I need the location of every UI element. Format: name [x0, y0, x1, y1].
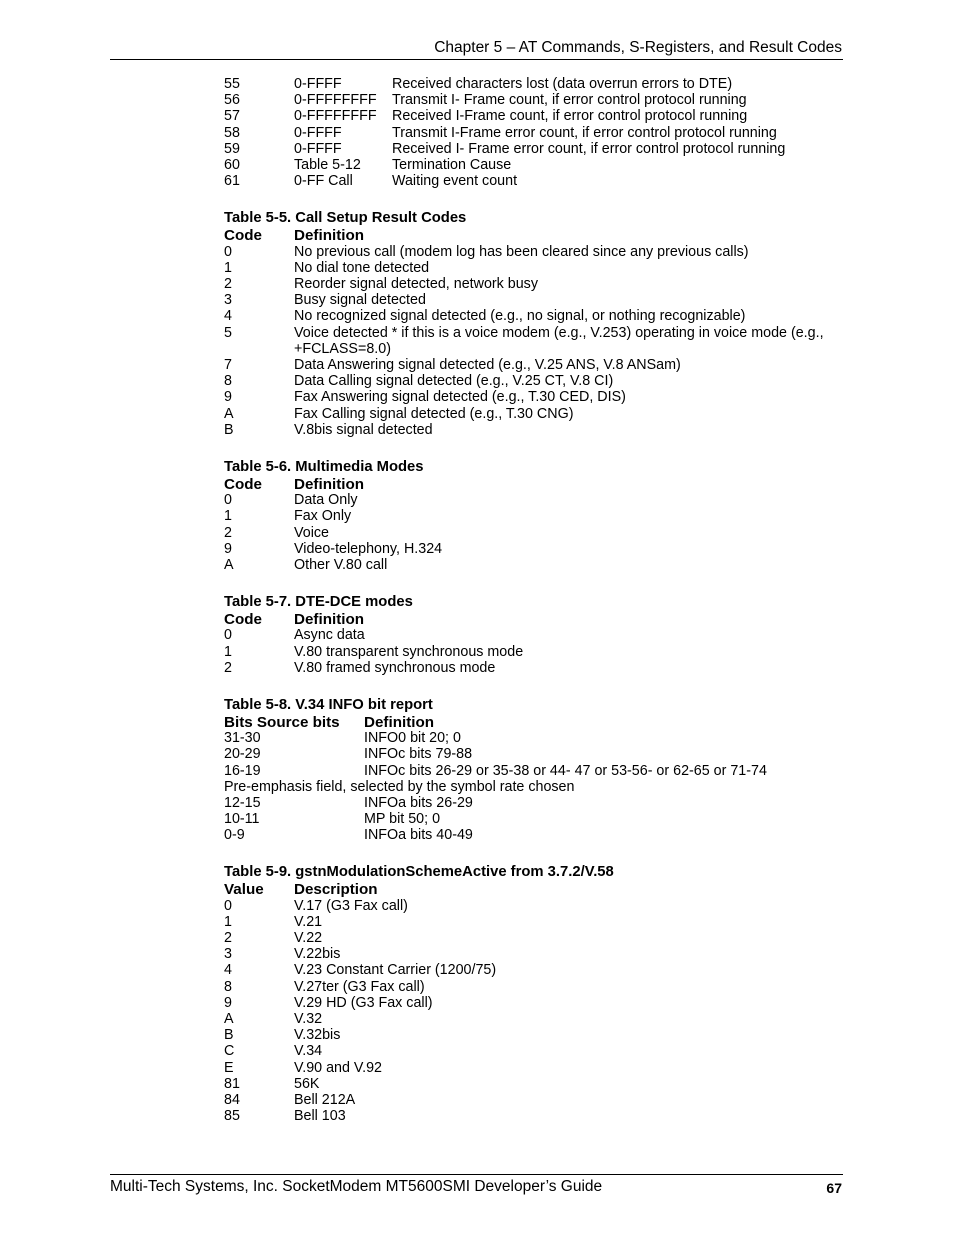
definition-cell: V.8bis signal detected: [294, 421, 433, 438]
definition-cell: V.29 HD (G3 Fax call): [294, 994, 433, 1011]
column-header-definition: Definition: [364, 713, 435, 731]
page-header: [110, 38, 843, 60]
definition-cell: Video-telephony, H.324: [294, 540, 443, 557]
table-row: [224, 763, 824, 779]
column-headers: [224, 476, 824, 492]
table-row: [224, 76, 824, 92]
code-cell: A: [224, 1011, 234, 1028]
register-number: 60: [224, 156, 240, 173]
table-5-5: [224, 209, 824, 438]
definition-cell: INFOa bits 40-49: [364, 827, 473, 844]
definition-cell: MP bit 50; 0: [364, 811, 441, 828]
table-row: [224, 557, 824, 573]
table-body: [224, 730, 824, 843]
table-row: [224, 1076, 824, 1092]
definition-cell: V.17 (G3 Fax call): [294, 897, 408, 914]
code-cell: 2: [224, 275, 232, 292]
code-cell: 81: [224, 1075, 240, 1092]
table-5-8: [224, 696, 824, 844]
register-description: Transmit I- Frame count, if error control protocol running: [392, 92, 747, 109]
table-row: [224, 244, 824, 260]
code-cell: 1: [224, 913, 232, 930]
code-cell: 9: [224, 540, 232, 557]
bits-cell: 20-29: [224, 746, 261, 763]
code-cell: 85: [224, 1108, 240, 1125]
chapter-title: Chapter 5 – AT Commands, S-Registers, and Result Codes: [434, 39, 842, 56]
table-row: [224, 1108, 824, 1124]
table-row: [224, 979, 824, 995]
code-cell: 1: [224, 508, 232, 525]
definition-cell: Reorder signal detected, network busy: [294, 275, 538, 292]
column-header-code: Code: [224, 611, 262, 629]
table-row: [224, 325, 824, 357]
bits-cell: 16-19: [224, 762, 261, 779]
register-range: 0-FFFF: [294, 140, 342, 157]
definition-cell: 56K: [294, 1075, 320, 1092]
bits-cell: 12-15: [224, 794, 261, 811]
table-body: [224, 627, 824, 676]
table-row: [224, 962, 824, 978]
code-cell: 84: [224, 1092, 240, 1109]
definition-cell: No previous call (modem log has been cleared since any previous calls): [294, 243, 749, 260]
definition-cell: No dial tone detected: [294, 259, 430, 276]
code-cell: 8: [224, 373, 232, 390]
register-range: 0-FFFF: [294, 76, 342, 92]
table-title: Table 5-6. Multimedia Modes: [224, 458, 424, 475]
definition-cell: Async data: [294, 627, 365, 644]
code-cell: 9: [224, 389, 232, 406]
table-row: [224, 92, 824, 108]
table-row: [224, 946, 824, 962]
register-range: 0-FFFFFFFF: [294, 92, 377, 109]
definition-cell: INFOa bits 26-29: [364, 794, 473, 811]
page-number: 67: [826, 1180, 842, 1196]
table-title: Table 5-9. gstnModulationSchemeActive from 3.7.2/V.58: [224, 864, 614, 881]
table-row: [224, 898, 824, 914]
table-row: [224, 492, 824, 508]
column-headers: [224, 611, 824, 627]
bits-cell: 0-9: [224, 827, 245, 844]
table-row: [224, 627, 824, 643]
code-cell: C: [224, 1043, 235, 1060]
register-description: Received I- Frame error count, if error control protocol running: [392, 140, 786, 157]
column-headers: [224, 881, 824, 897]
table-row: [224, 541, 824, 557]
table-row: [224, 914, 824, 930]
register-description: Waiting event count: [392, 173, 518, 190]
definition-cell: V.34: [294, 1043, 323, 1060]
register-range: 0-FFFFFFFF: [294, 108, 377, 125]
register-description: Termination Cause: [392, 156, 512, 173]
code-cell: 4: [224, 308, 232, 325]
definition-cell: V.90 and V.92: [294, 1059, 382, 1076]
table-row: [224, 1027, 824, 1043]
table-row: [224, 660, 824, 676]
table-row: [224, 406, 824, 422]
page-footer: [110, 1174, 843, 1205]
code-cell: 7: [224, 356, 232, 373]
code-cell: 0: [224, 897, 232, 914]
definition-cell: Voice: [294, 524, 329, 541]
table-row: [224, 389, 824, 405]
code-cell: 2: [224, 659, 232, 676]
table-5-9: [224, 863, 824, 1124]
table-row: [224, 811, 824, 827]
code-cell: B: [224, 421, 234, 438]
register-description: Transmit I-Frame error count, if error control protocol running: [392, 124, 777, 141]
column-header-definition: Definition: [294, 227, 365, 245]
definition-cell: Data Calling signal detected (e.g., V.25 CT, V.8 CI): [294, 373, 614, 390]
register-range: Table 5-12: [294, 156, 361, 173]
table-row: [224, 141, 824, 157]
column-header-definition: Definition: [294, 475, 365, 493]
register-number: 55: [224, 76, 240, 92]
table-row: [224, 1011, 824, 1027]
definition-cell: Data Only: [294, 492, 358, 509]
definition-cell: V.32: [294, 1011, 323, 1028]
code-cell: 0: [224, 492, 232, 509]
footer-title: Multi-Tech Systems, Inc. SocketModem MT5600SMI Developer’s Guide: [110, 1178, 603, 1195]
code-cell: 4: [224, 962, 232, 979]
register-range: 0-FF Call: [294, 173, 353, 190]
code-cell: 5: [224, 324, 232, 341]
definition-cell: No recognized signal detected (e.g., no signal, or nothing recognizable): [294, 308, 746, 325]
code-cell: 8: [224, 978, 232, 995]
column-header-code: Code: [224, 475, 262, 493]
table-row: [224, 525, 824, 541]
bits-cell: 10-11: [224, 811, 260, 828]
table-row: [224, 276, 824, 292]
definition-cell: Data Answering signal detected (e.g., V.25 ANS, V.8 ANSam): [294, 356, 681, 373]
code-cell: 2: [224, 930, 232, 947]
definition-cell: Fax Only: [294, 508, 352, 525]
table-row: [224, 422, 824, 438]
table-row: [224, 308, 824, 324]
table-5-7: [224, 593, 824, 676]
table-row: [224, 292, 824, 308]
code-cell: 3: [224, 946, 232, 963]
register-number: 57: [224, 108, 240, 125]
definition-cell: INFOc bits 26-29 or 35-38 or 44- 47 or 53-56- or 62-65 or 71-74: [364, 762, 767, 779]
table-row: [224, 108, 824, 124]
column-header-code: Code: [224, 227, 262, 245]
definition-cell: V.80 transparent synchronous mode: [294, 643, 524, 660]
code-cell: 3: [224, 292, 232, 309]
table-row: [224, 827, 824, 843]
register-number: 58: [224, 124, 240, 141]
register-description: Received I-Frame count, if error control protocol running: [392, 108, 748, 125]
code-cell: 1: [224, 643, 232, 660]
code-cell: E: [224, 1059, 234, 1076]
table-title: Table 5-7. DTE-DCE modes: [224, 594, 413, 611]
definition-cell: INFO0 bit 20; 0: [364, 730, 461, 747]
table-row: [224, 1060, 824, 1076]
table-row: [224, 260, 824, 276]
table-row: [224, 373, 824, 389]
column-header-description: Description: [294, 881, 378, 899]
definition-cell: V.22bis: [294, 946, 341, 963]
table-row: [224, 357, 824, 373]
definition-cell: Fax Answering signal detected (e.g., T.30 CED, DIS): [294, 389, 626, 406]
note-cell: Pre-emphasis field, selected by the symbol rate chosen: [224, 778, 575, 795]
definition-cell: V.32bis: [294, 1027, 341, 1044]
table-row: [224, 1043, 824, 1059]
register-number: 61: [224, 173, 240, 190]
code-cell: 0: [224, 627, 232, 644]
code-cell: 0: [224, 243, 232, 260]
definition-cell: Voice detected * if this is a voice modem (e.g., V.253) operating in voice mode (e.g., +FCLASS=8.0): [294, 324, 824, 357]
code-cell: A: [224, 556, 234, 573]
table-row: [224, 173, 824, 189]
table-title: Table 5-8. V.34 INFO bit report: [224, 696, 433, 713]
table-title: Table 5-5. Call Setup Result Codes: [224, 210, 467, 227]
table-row: [224, 779, 824, 795]
definition-cell: V.27ter (G3 Fax call): [294, 978, 425, 995]
code-cell: B: [224, 1027, 234, 1044]
table-body: [224, 244, 824, 438]
definition-cell: V.21: [294, 913, 323, 930]
column-headers: [224, 227, 824, 243]
column-header-definition: Definition: [294, 611, 365, 629]
code-cell: 2: [224, 524, 232, 541]
definition-cell: Other V.80 call: [294, 556, 388, 573]
s-register-continued-table: [224, 76, 824, 189]
table-row: [224, 1092, 824, 1108]
definition-cell: Busy signal detected: [294, 292, 426, 309]
definition-cell: Fax Calling signal detected (e.g., T.30 CNG): [294, 405, 574, 422]
table-body: [224, 898, 824, 1125]
table-body: [224, 492, 824, 573]
column-header-value: Value: [224, 881, 264, 899]
table-row: [224, 795, 824, 811]
register-number: 59: [224, 140, 240, 157]
code-cell: A: [224, 405, 234, 422]
table-row: [224, 157, 824, 173]
register-number: 56: [224, 92, 240, 109]
definition-cell: V.22: [294, 930, 323, 947]
table-row: [224, 746, 824, 762]
code-cell: 1: [224, 259, 232, 276]
table-row: [224, 508, 824, 524]
bits-cell: 31-30: [224, 730, 261, 747]
column-headers: [224, 714, 824, 730]
page-content: [224, 76, 824, 1124]
definition-cell: Bell 212A: [294, 1092, 356, 1109]
table-row: [224, 930, 824, 946]
table-row: [224, 644, 824, 660]
code-cell: 9: [224, 994, 232, 1011]
definition-cell: INFOc bits 79-88: [364, 746, 473, 763]
register-range: 0-FFFF: [294, 124, 342, 141]
definition-cell: Bell 103: [294, 1108, 346, 1125]
table-row: [224, 730, 824, 746]
register-description: Received characters lost (data overrun errors to DTE): [392, 76, 733, 92]
definition-cell: V.80 framed synchronous mode: [294, 659, 496, 676]
definition-cell: V.23 Constant Carrier (1200/75): [294, 962, 497, 979]
column-header-bits: Bits Source bits: [224, 713, 340, 731]
table-5-6: [224, 458, 824, 573]
table-row: [224, 995, 824, 1011]
table-row: [224, 125, 824, 141]
